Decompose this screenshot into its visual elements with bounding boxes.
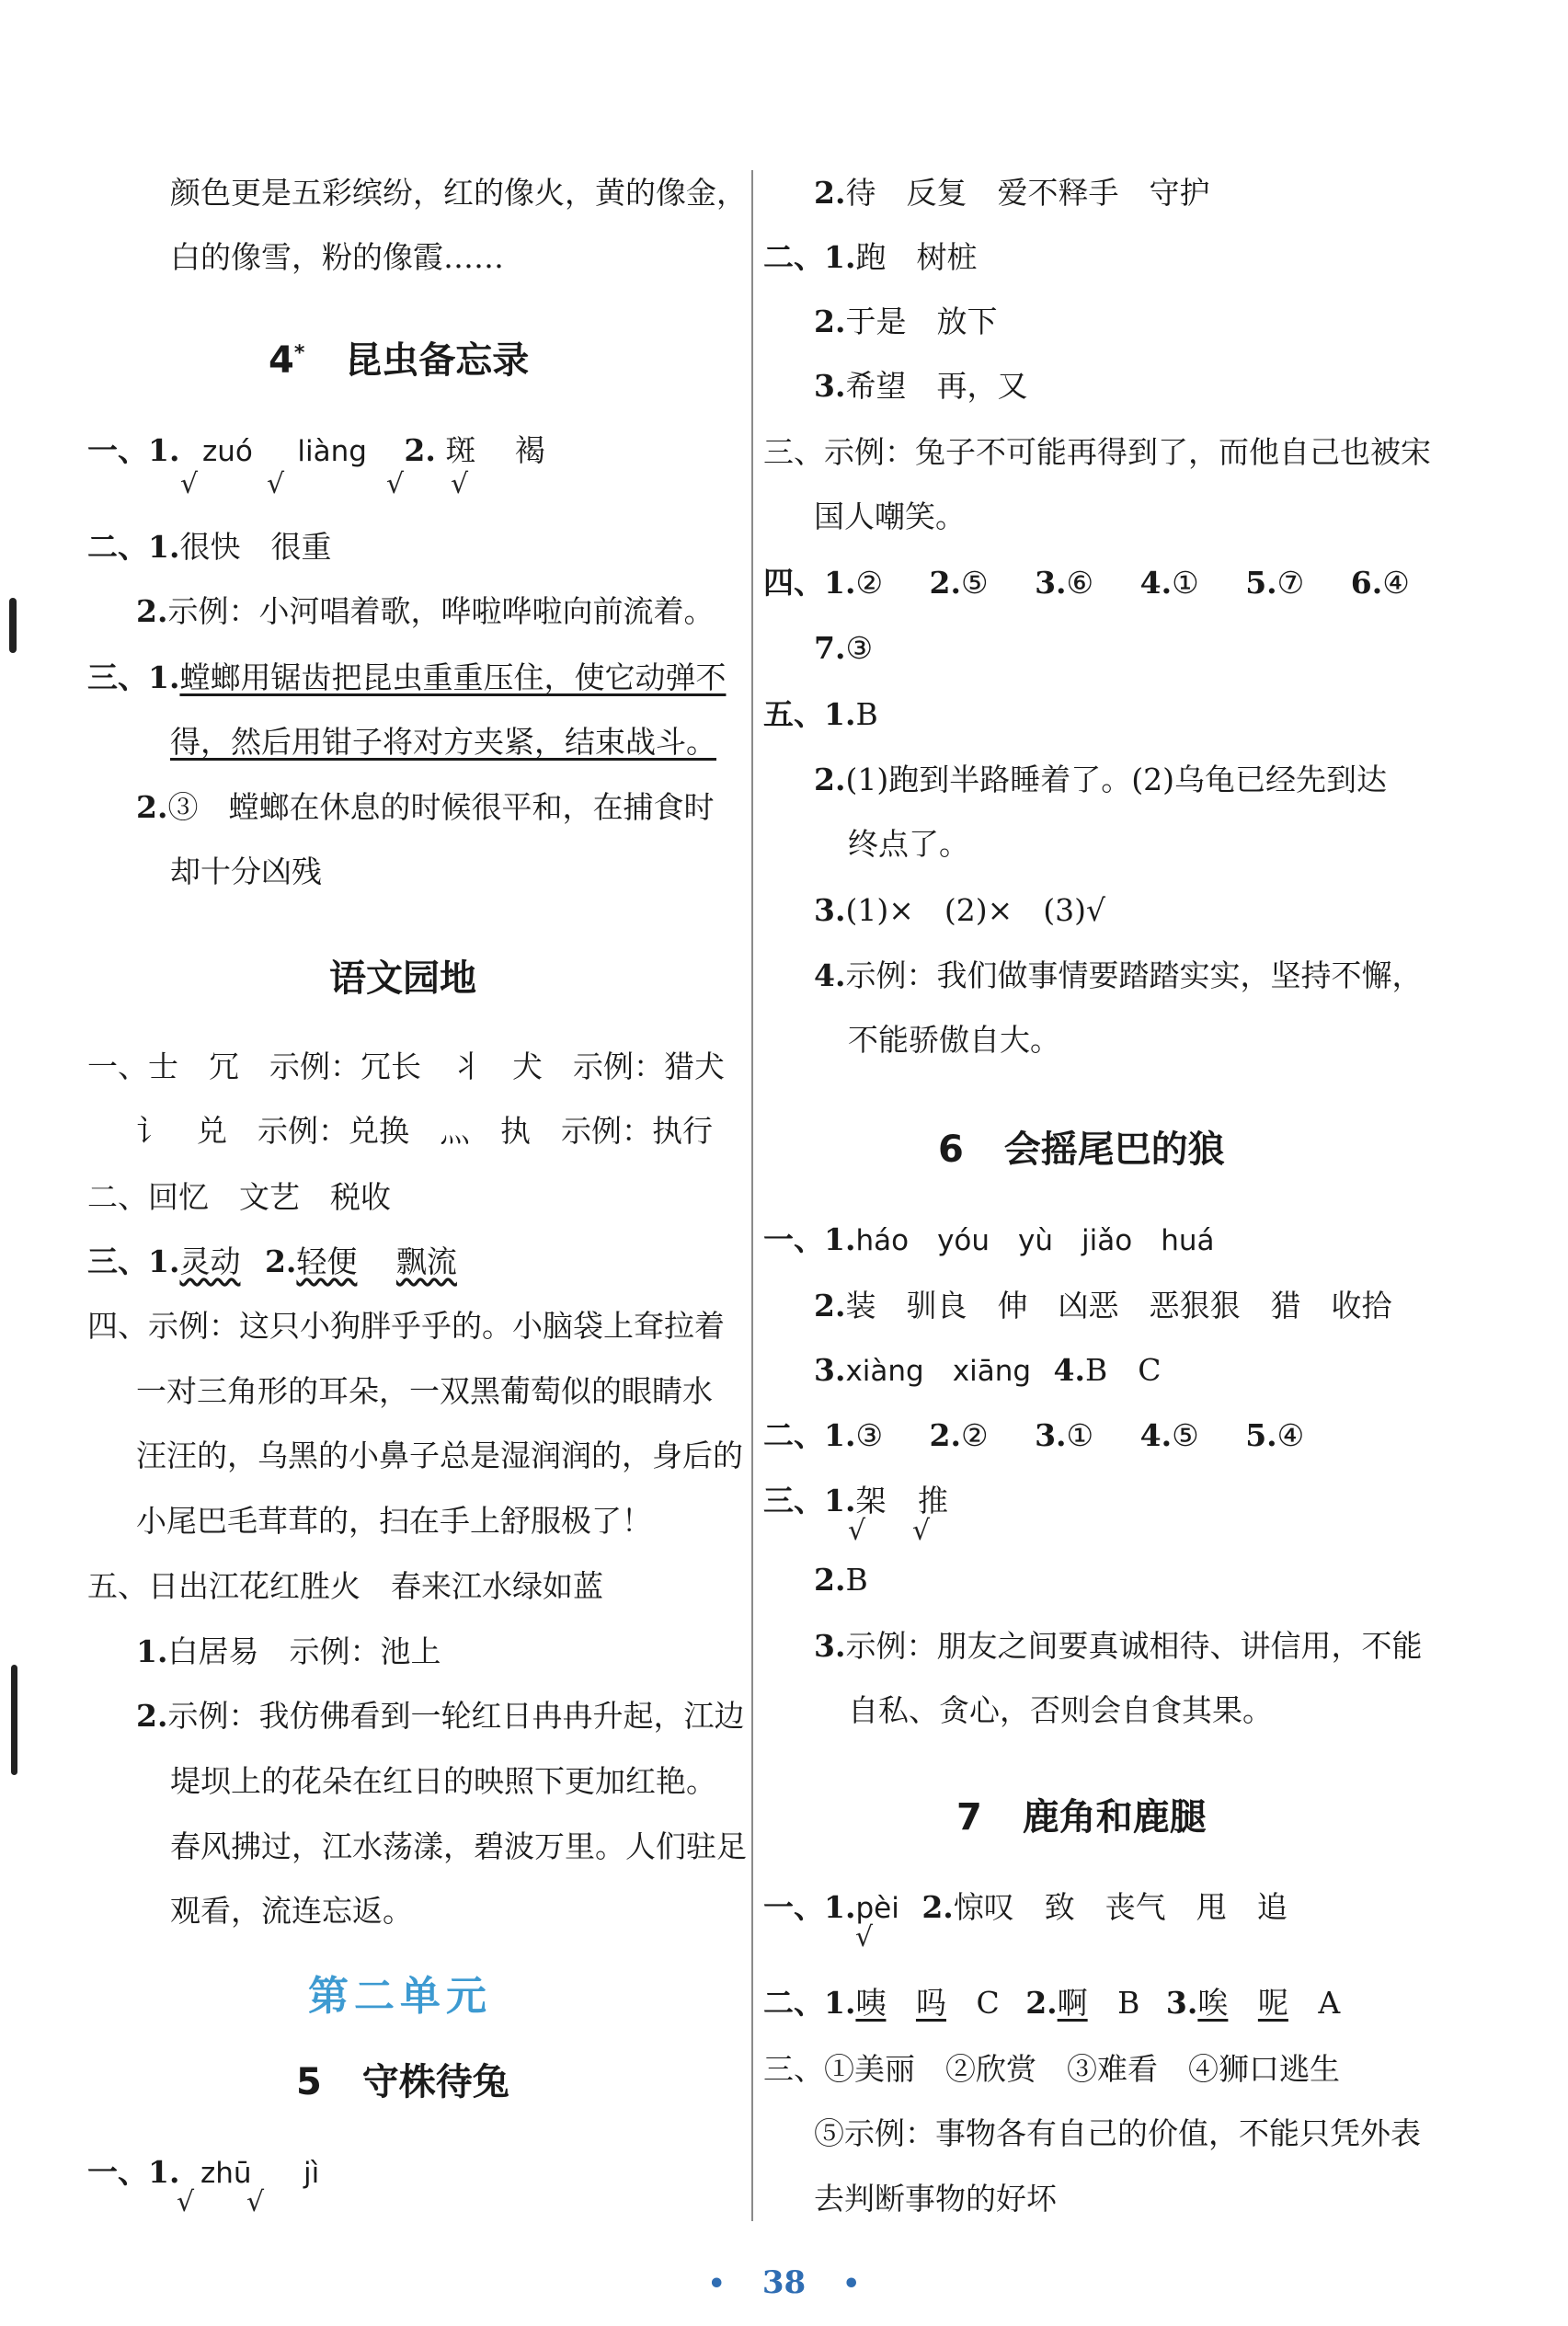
lesson-star: *: [293, 341, 305, 365]
tick-mark: √: [180, 468, 199, 500]
garden-q5: 五、日出江花红胜火 春来江水绿如蓝: [87, 1568, 603, 1604]
s5-q3-cont: 国人嘲笑。: [814, 498, 966, 534]
q-number: 2.: [1025, 1985, 1058, 2021]
q-number: 4.: [1053, 1352, 1085, 1388]
s4-q3-2-cont: 却十分凶残: [170, 854, 322, 889]
answer: ①: [1172, 565, 1199, 601]
answer: 很快 很重: [179, 529, 332, 565]
q-number: 5.: [1245, 565, 1277, 601]
tick-mark: √: [848, 1515, 866, 1547]
s6-q3-2: [814, 1562, 868, 1598]
s5-q4-row: [763, 565, 1410, 602]
garden-q1-a: 一、士 冗 示例：冗长 丬 犬 示例：猎犬: [87, 1048, 725, 1084]
q-number: 2.: [264, 1243, 297, 1279]
q-number: 2.: [921, 1889, 954, 1925]
page-number: 38: [761, 2264, 807, 2301]
q-number: 三、1.: [763, 1483, 856, 1518]
s6-q1-1: [763, 1221, 1215, 1259]
s5-q1: [87, 2154, 319, 2192]
answer-char: 斑: [445, 432, 476, 468]
footer-dot: •: [842, 2268, 861, 2300]
answer: 白居易 示例：池上: [167, 1633, 441, 1669]
s5-q5-3: [814, 892, 1105, 929]
q-number: 三、1.: [87, 659, 180, 695]
unit-title: 第二单元: [308, 1973, 492, 2020]
q-number: 3.: [1035, 565, 1067, 601]
s4-q2-1: [87, 529, 331, 566]
lesson-title: 会摇尾巴的狼: [1003, 1129, 1225, 1171]
answer: 装 驯良 伸 凶恶 恶狠狠 猎 收拾: [845, 1288, 1392, 1323]
answer: ⑥: [1066, 565, 1094, 601]
answer: ①: [1066, 1417, 1094, 1453]
garden-q4-line-2: 一对三角形的耳朵，一双黑葡萄似的眼睛水: [136, 1373, 713, 1409]
answer: ②: [855, 565, 884, 601]
q-number: 4.: [1139, 565, 1173, 601]
s7-q3: 三、①美丽 ②欣赏 ③难看 ④狮口逃生: [763, 2051, 1340, 2087]
s5-q5-4: [814, 957, 1422, 994]
answer: B: [855, 696, 878, 732]
s6-q1-2: [814, 1288, 1391, 1324]
answer: (1)× (2)× (3)√: [845, 892, 1106, 928]
s5-q2-2: [814, 304, 997, 340]
answer: 于是 放下: [845, 304, 998, 339]
s4-q2-2: [136, 593, 714, 630]
q-number: 二、1.: [87, 529, 180, 565]
q-number: 2.: [929, 565, 961, 601]
q-number: 6.: [1350, 565, 1383, 601]
q-number: 2.: [929, 1417, 961, 1453]
lesson-number: 7: [956, 1796, 982, 1839]
s6-q2-row: [763, 1417, 1304, 1454]
lesson-6-heading: [938, 1120, 1225, 1173]
answer: ②: [961, 1417, 989, 1453]
intro-line-2: 白的像雪，粉的像霞……: [170, 239, 504, 275]
lesson-title: 昆虫备忘录: [345, 339, 530, 382]
tick-mark: √: [246, 2186, 265, 2218]
pinyin: zuó: [201, 435, 253, 468]
answer: 希望 再，又: [845, 368, 1028, 404]
q-number: 3.: [814, 1628, 846, 1664]
answer: ④: [1382, 565, 1410, 601]
garden-heading: 语文园地: [329, 957, 476, 1000]
garden-q2: 二、回忆 文艺 税收: [87, 1179, 391, 1215]
q-number: 一、1.: [763, 1889, 856, 1925]
s5-q4-7: [814, 630, 873, 667]
tick-mark: √: [451, 468, 469, 500]
pinyin: xiàng xiāng: [845, 1355, 1032, 1388]
q-number: 一、1.: [87, 432, 180, 468]
s7-q3-5-cont: 去判断事物的好坏: [814, 2181, 1057, 2217]
garden-q5-2-line-4: 观看，流连忘返。: [170, 1893, 413, 1929]
intro-line-1: 颜色更是五彩缤纷，红的像火，黄的像金，: [170, 175, 747, 211]
q-number: 二、1.: [763, 1417, 856, 1453]
wavy-word: 轻便: [296, 1243, 358, 1279]
s7-q3-5: ⑤示例：事物各有自己的价值，不能只凭外表: [814, 2115, 1421, 2151]
s5-q1-2: [814, 175, 1209, 212]
answer-char: 褐: [514, 432, 545, 468]
q-number: 3.: [1035, 1417, 1067, 1453]
underlined-word: 吗: [915, 1985, 946, 2021]
answer: ③ 螳螂在休息的时候很平和，在捕食时: [167, 789, 715, 825]
tick-mark: √: [267, 468, 285, 500]
answer: 惊叹 致 丧气 甩 追: [953, 1889, 1288, 1925]
garden-q1-b: 讠 兑 示例：兑换 灬 执 示例：执行: [136, 1113, 713, 1149]
tick-mark: √: [177, 2186, 195, 2218]
lesson-5-heading: [296, 2053, 509, 2105]
q-number: 五、1.: [763, 696, 856, 732]
q-number: 二、1.: [763, 1985, 856, 2021]
scan-mark: [9, 598, 17, 653]
s5-q5-2: [814, 762, 1387, 798]
q-number: 2.: [814, 762, 846, 797]
q-number: 2.: [136, 1698, 168, 1734]
q-number: 3.: [1165, 1985, 1198, 2021]
q-number: 3.: [814, 892, 846, 928]
tick-mark: √: [386, 468, 405, 500]
s5-q2-1: [763, 239, 977, 276]
underlined-answer: 得，然后用钳子将对方夹紧，结束战斗。: [170, 724, 716, 760]
q-number: 2.: [814, 1562, 846, 1598]
answer: ④: [1276, 1417, 1305, 1453]
garden-q4-line-1: 四、示例：这只小狗胖乎乎的。小脑袋上耷拉着: [87, 1308, 725, 1344]
underlined-word: 啊: [1057, 1985, 1088, 2021]
q-number: 4.: [814, 957, 846, 993]
q-number: 2.: [814, 304, 846, 339]
s5-q2-3: [814, 368, 1027, 405]
page-footer: [0, 2264, 1568, 2301]
answer: ⑤: [1172, 1417, 1199, 1453]
scan-mark: [11, 1665, 17, 1775]
s4-q3-2: [136, 789, 714, 826]
q-number: 2.: [136, 593, 168, 629]
q-number: 1.: [136, 1633, 168, 1669]
s4-q3-1: [87, 659, 726, 696]
s5-q5-4-cont: 不能骄傲自大。: [848, 1022, 1060, 1058]
s7-q1: [763, 1889, 1288, 1927]
lesson-title: 守株待兔: [361, 2061, 509, 2103]
pinyin: pèi: [855, 1892, 899, 1925]
wavy-word: 灵动: [179, 1243, 241, 1279]
answer: B: [845, 1562, 868, 1598]
lesson-7-heading: [956, 1788, 1207, 1840]
pinyin: háo yóu yù jiǎo huá: [855, 1224, 1215, 1257]
answer: ③: [845, 630, 874, 666]
answer-char: 架: [855, 1483, 887, 1518]
garden-q5-2-line-2: 堤坝上的花朵在红日的映照下更加红艳。: [170, 1763, 716, 1799]
pinyin: jì: [303, 2157, 320, 2190]
tick-mark: √: [912, 1515, 931, 1547]
q-number: 一、1.: [763, 1221, 856, 1257]
lesson-number: 5: [296, 2061, 322, 2103]
answer: 示例：朋友之间要真诚相待、讲信用，不能: [845, 1628, 1423, 1664]
s6-q3-1: [763, 1483, 948, 1519]
q-number: 5.: [1245, 1417, 1277, 1453]
s6-q3-3: [814, 1628, 1422, 1665]
garden-q5-2: [136, 1698, 744, 1735]
answer: 示例：我仿佛看到一轮红日冉冉升起，江边: [167, 1698, 745, 1734]
s5-q5-2-cont: 终点了。: [848, 826, 969, 862]
q-number: 4.: [1139, 1417, 1173, 1453]
answer: 示例：小河唱着歌，哗啦哗啦向前流着。: [167, 593, 715, 629]
q-number: 7.: [814, 630, 846, 666]
garden-q4-line-4: 小尾巴毛茸茸的，扫在手上舒服极了！: [136, 1503, 652, 1539]
garden-q5-1: [136, 1633, 441, 1670]
answer-char: 推: [917, 1483, 948, 1518]
q-number: 四、1.: [763, 565, 856, 601]
q-number: 3.: [814, 1352, 846, 1388]
answer: ⑤: [961, 565, 989, 601]
q-number: 3.: [814, 368, 846, 404]
s6-q3-3-cont: 自私、贪心，否则会自食其果。: [848, 1692, 1273, 1728]
underlined-word: 呢: [1257, 1985, 1288, 2021]
garden-q5-2-line-3: 春风拂过，江水荡漾，碧波万里。人们驻足: [170, 1828, 747, 1864]
lesson-4-heading: [269, 331, 529, 384]
s4-q3-1-cont: [170, 724, 716, 761]
s4-q1: [87, 432, 545, 470]
q-number: 一、1.: [87, 2154, 180, 2190]
answer: (1)跑到半路睡着了。(2)乌龟已经先到达: [845, 762, 1387, 797]
q-number: 2.: [814, 1288, 846, 1323]
tick-mark: √: [855, 1921, 874, 1954]
underlined-word: 唉: [1197, 1985, 1229, 2021]
q-number: 2.: [404, 432, 436, 468]
answer: B C: [1084, 1352, 1162, 1388]
underlined-word: 咦: [855, 1985, 887, 2021]
answer: 待 反复 爱不释手 守护: [845, 175, 1210, 211]
s5-q3: 三、示例：兔子不可能再得到了，而他自己也被宋: [763, 434, 1431, 470]
answer: 跑 树桩: [855, 239, 978, 275]
answer: ⑦: [1276, 565, 1305, 601]
lesson-title: 鹿角和鹿腿: [1022, 1796, 1207, 1839]
q-number: 二、1.: [763, 239, 856, 275]
garden-q3: [87, 1243, 457, 1280]
underlined-answer: 螳螂用锯齿把昆虫重重压住，使它动弹不: [179, 659, 727, 695]
q-number: 2.: [814, 175, 846, 211]
answer: C: [976, 1985, 1000, 2021]
answer: 示例：我们做事情要踏踏实实，坚持不懈，: [845, 957, 1423, 993]
pinyin: zhū: [200, 2157, 252, 2190]
answer: ③: [855, 1417, 884, 1453]
pinyin: liàng: [297, 435, 367, 468]
s5-q5-1: [763, 696, 878, 733]
s6-q1-3: [814, 1352, 1161, 1390]
wavy-word: 飘流: [395, 1243, 457, 1279]
footer-dot: •: [707, 2268, 726, 2300]
column-divider: [751, 170, 753, 2221]
answer: B: [1117, 1985, 1140, 2021]
q-number: 三、1.: [87, 1243, 180, 1279]
q-number: 2.: [136, 789, 168, 825]
answer: A: [1318, 1985, 1341, 2021]
s7-q2: [763, 1985, 1340, 2022]
lesson-number: 6: [938, 1129, 964, 1171]
lesson-number: 4: [269, 339, 294, 382]
garden-q4-line-3: 汪汪的，乌黑的小鼻子总是湿润润的，身后的: [136, 1438, 743, 1473]
